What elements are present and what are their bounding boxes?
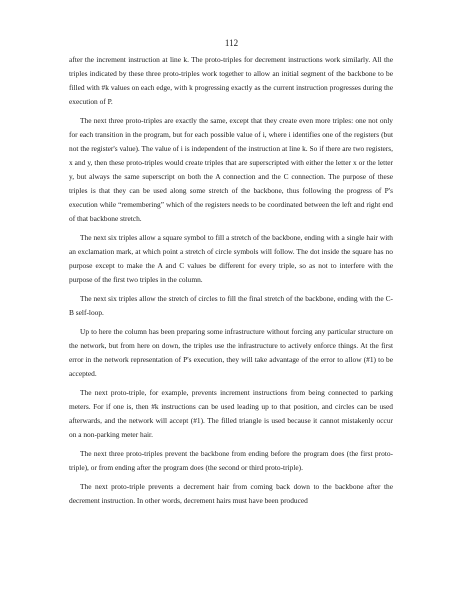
body-text [69, 53, 393, 513]
paragraph: The next six triples allow the stretch of circles to fill the final stretch of the backbone, ending with the C-B self-loop. [69, 294, 393, 317]
paragraph: The next three proto-triples prevent the backbone from ending before the program does (the first proto-triple), or from ending after the program does (the second or third proto-triple). [69, 449, 393, 472]
paragraph: The next three proto-triples are exactly the same, except that they create even more triples: one not only for each transition in the program, but for each possible value of i, where i identifies one of the registers (but not the register's value). The value of i is independent of the instruction at line k. So if there are two registers, x and y, then these proto-triples would create triples that are superscripted with either the letter x or the letter y, but always the same superscript on both the A connection and the C connection. The purpose of these triples is that they can be used along some stretch of the backbone, thus following the progress of P's execution while “remembering” which of the registers needs to be coordinated between the left and right end of that backbone stretch. [69, 116, 393, 223]
paragraph: after the increment instruction at line k. The proto-triples for decrement instructions work similarly. All the triples indicated by these three proto-triples work together to allow an initial segment of the backbone to be filled with #k values on each edge, with k progressing exactly as the current instruction progresses during the execution of P. [69, 55, 393, 106]
paragraph: The next six triples allow a square symbol to fill a stretch of the backbone, ending with a single hair with an exclamation mark, at which point a stretch of circle symbols will follow. The dot inside the square has no purpose except to make the A and C values be different for every triple, so as not to interfere with the purpose of the first two triples in the column. [69, 233, 393, 284]
paragraph: The next proto-triple, for example, prevents increment instructions from being connected to parking meters. For if one is, then #k instructions can be used leading up to that position, and circles can be used afterwards, and the network will accept (#1). The filled triangle is used because it cannot mistakenly occur on a non-parking meter hair. [69, 388, 393, 439]
page-number: 112 [224, 38, 239, 48]
paragraph: Up to here the column has been preparing some infrastructure without forcing any particular structure on the network, but from here on down, the triples use the infrastructure to actively enforce things. At the first error in the network representation of P's execution, they will take advantage of the error to allow (#1) to be accepted. [69, 327, 393, 378]
paragraph: The next proto-triple prevents a decrement hair from coming back down to the backbone after the decrement instruction. In other words, decrement hairs must have been produced [69, 482, 393, 505]
